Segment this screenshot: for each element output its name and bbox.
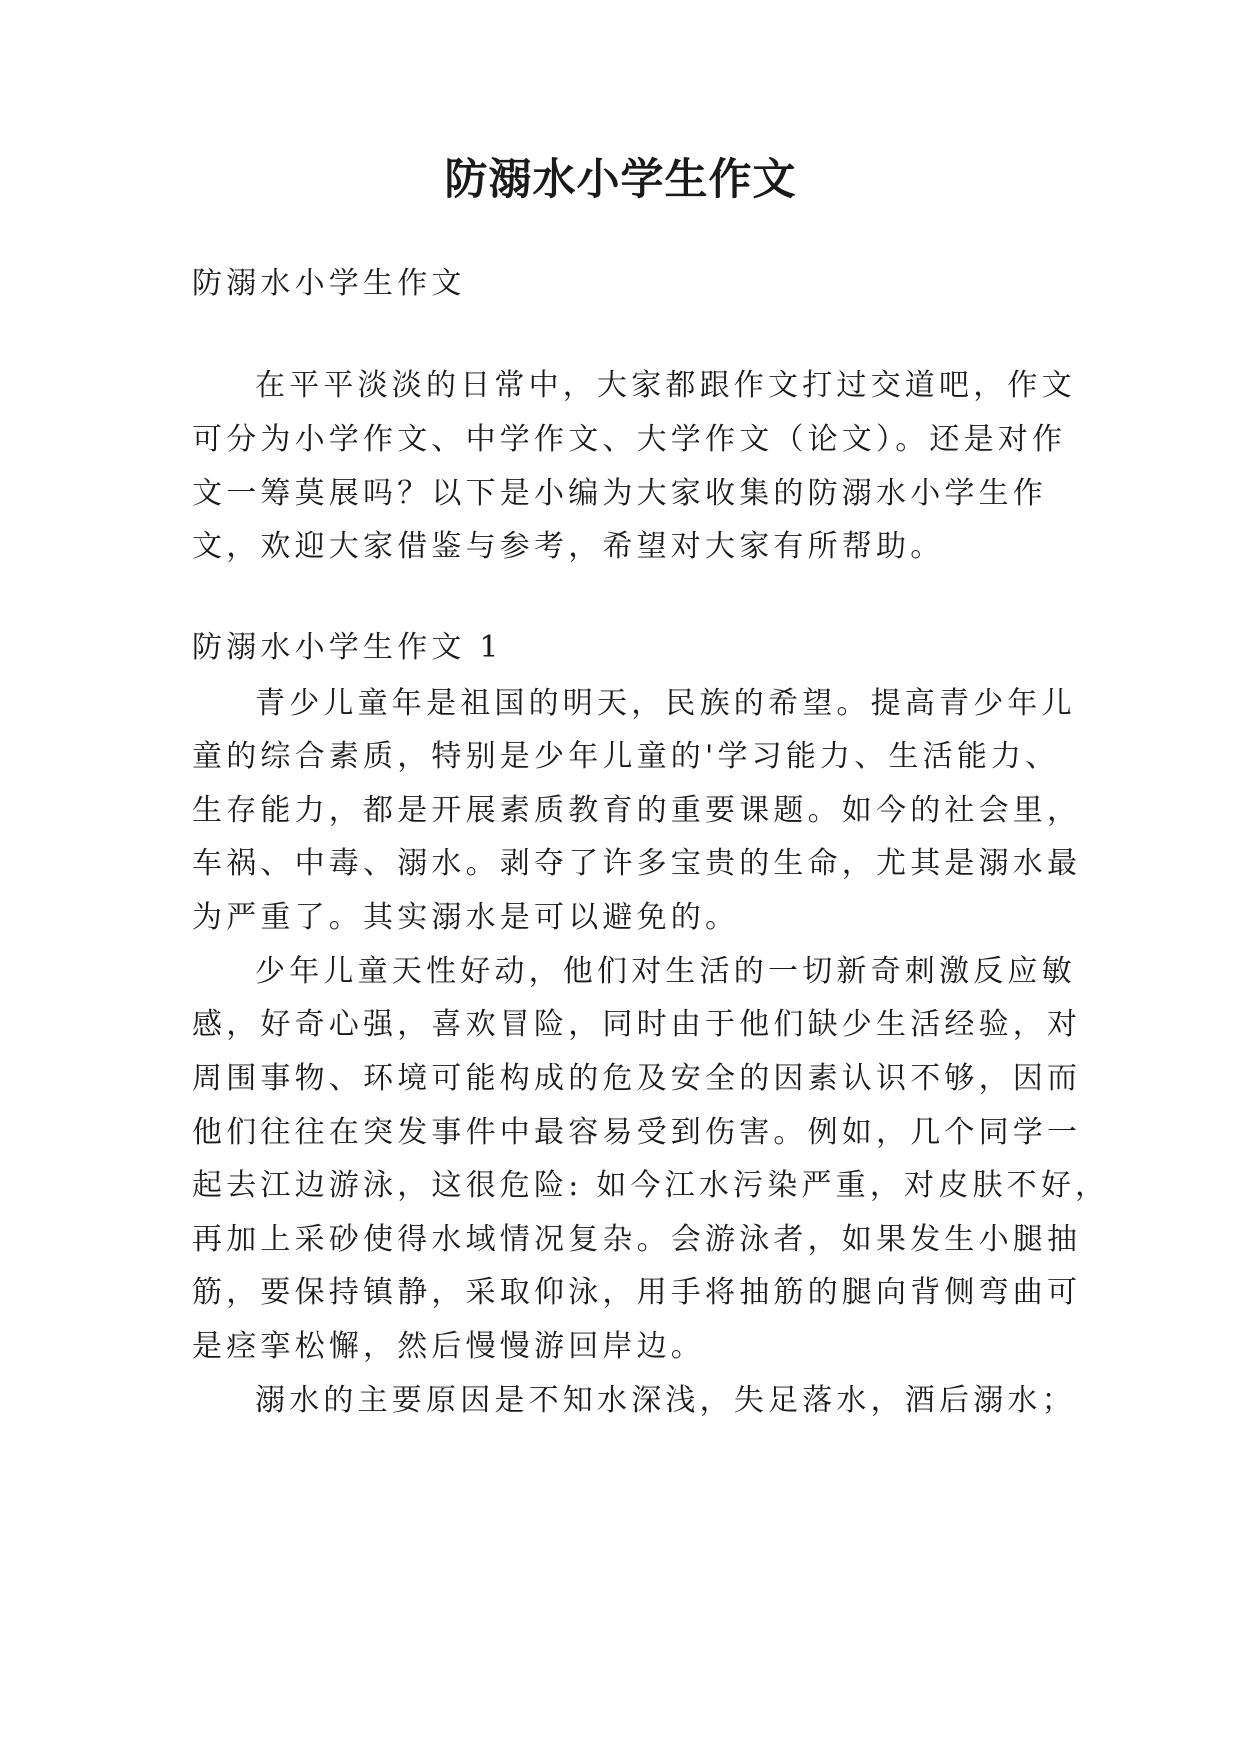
paragraph-line: 车祸、中毒、溺水。剥夺了许多宝贵的生命，尤其是溺水最 — [192, 846, 1082, 881]
paragraph-line: 他们往往在突发事件中最容易受到伤害。例如，几个同学一 — [192, 1115, 1082, 1150]
paragraph-line: 是痉挛松懈，然后慢慢游回岸边。 — [192, 1329, 705, 1364]
document-subtitle: 防溺水小学生作文 — [192, 266, 466, 301]
intro-line: 文，欢迎大家借鉴与参考，希望对大家有所帮助。 — [192, 529, 945, 564]
paragraph-line: 生存能力，都是开展素质教育的重要课题。如今的社会里， — [192, 793, 1082, 828]
paragraph-line: 少年儿童天性好动，他们对生活的一切新奇刺激反应敏 — [255, 954, 1076, 989]
paragraph-line: 为严重了。其实溺水是可以避免的。 — [192, 900, 740, 935]
intro-line: 可分为小学作文、中学作文、大学作文（论文）。还是对作 — [192, 422, 1067, 457]
document-title: 防溺水小学生作文 — [444, 155, 797, 205]
paragraph-line: 筋，要保持镇静，采取仰泳，用手将抽筋的腿向背侧弯曲可 — [192, 1275, 1082, 1310]
paragraph-line: 青少儿童年是祖国的明天，民族的希望。提高青少年儿 — [255, 686, 1076, 721]
paragraph-line: 再加上采砂使得水域情况复杂。会游泳者，如果发生小腿抽 — [192, 1222, 1082, 1257]
intro-line: 在平平淡淡的日常中，大家都跟作文打过交道吧，作文 — [255, 368, 1076, 403]
section-heading: 防溺水小学生作文 1 — [192, 630, 503, 665]
intro-line: 文一筹莫展吗？以下是小编为大家收集的防溺水小学生作 — [192, 476, 1047, 511]
paragraph-line: 周围事物、环境可能构成的危及安全的因素认识不够，因而 — [192, 1061, 1082, 1096]
paragraph-line: 童的综合素质，特别是少年儿童的'学习能力、生活能力、 — [192, 739, 1060, 774]
paragraph-line: 溺水的主要原因是不知水深浅，失足落水，酒后溺水； — [255, 1383, 1076, 1418]
paragraph-line: 起去江边游泳，这很危险: 如今江水污染严重，对皮肤不好， — [192, 1168, 1110, 1203]
paragraph-line: 感，好奇心强，喜欢冒险，同时由于他们缺少生活经验，对 — [192, 1007, 1082, 1042]
